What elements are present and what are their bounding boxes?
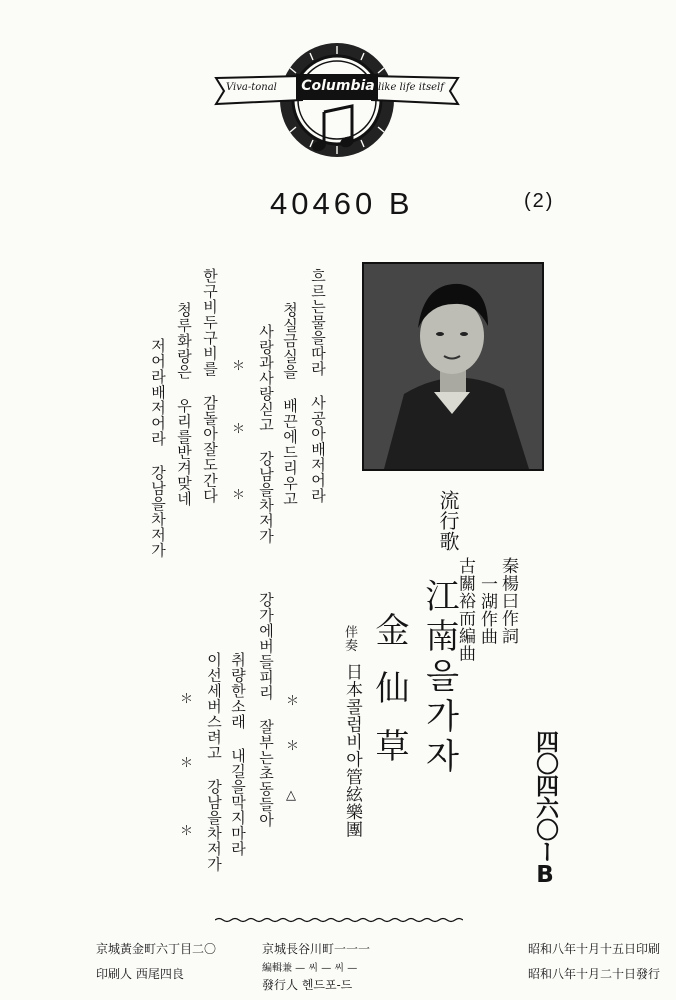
verse-mark: ＊ [180, 824, 194, 839]
logo-graphic [212, 40, 462, 160]
imprint-left [96, 940, 256, 982]
columbia-logo [212, 40, 462, 160]
composer-credit: 一湖作曲 [477, 575, 497, 645]
catalog-number-vertical: 四〇四六〇ーB [532, 730, 558, 887]
portrait-image [364, 264, 542, 469]
lyric-line: 한구비두구비를 감돌아잘도간다 [201, 268, 219, 504]
logo-brand: Columbia [301, 78, 375, 94]
lyric-line: 흐르는물을따라 사공아배저어라 [309, 268, 327, 504]
logo-right-tagline: like life itself [378, 82, 444, 93]
lyric-line: 청실금실을 배끈에드리우고 [281, 302, 299, 507]
genre-label: 流行歌 [436, 490, 460, 552]
imprint-right [420, 940, 660, 982]
wavy-divider [215, 917, 463, 923]
verse-mark: ＊ [180, 692, 194, 707]
imprint-editor: 編輯兼 — 씨 — 씨 — [262, 963, 358, 974]
lyric-line: 저어라배저어라 강남을차저가 [149, 338, 167, 558]
lyric-line: 강가에버들피리 잘부는초동들아 [257, 592, 275, 828]
verse-mark: ＊ [180, 756, 194, 771]
accompaniment-credit: 日本콜럼비아管絃樂團 [342, 663, 362, 838]
song-title: 江南을가자 [419, 578, 459, 778]
accompaniment-label: 伴奏 [342, 625, 357, 652]
verse-mark: ＊ [232, 488, 246, 503]
lyric-line: 사랑과사랑싣고 강남을차저가 [257, 324, 275, 544]
record-side: (2) [524, 190, 555, 212]
verse-mark: ＊ [232, 359, 246, 374]
arranger-credit: 古關裕而編曲 [455, 557, 475, 662]
singer-photo [362, 262, 544, 471]
lyric-line: 청루화랑은 우리를반겨맞네 [175, 302, 193, 507]
lyricist-credit: 秦楊曰作詞 [498, 557, 518, 645]
lyric-line: 이선세버스려고 강남을차저가 [205, 652, 223, 872]
imprint-middle [262, 940, 412, 993]
record-number: 40460 B [270, 186, 414, 221]
singer-name: 金仙草 [369, 612, 409, 786]
imprint-print-date: 昭和八年十月十五日印刷 [527, 942, 660, 956]
imprint-printer-address: 京城黃金町六丁目二〇 [96, 942, 217, 956]
verse-mark: ＊ [286, 694, 300, 709]
verse-mark: ＊ [286, 739, 300, 754]
imprint-address: 京城長谷川町一一一 [262, 942, 371, 956]
lyric-line: 취량한소래 내길을막지마라 [229, 652, 247, 857]
imprint-publish-date: 昭和八年十月二十日發行 [527, 967, 660, 981]
imprint-printer: 印刷人 西尾四良 [96, 967, 184, 981]
verse-mark: ＊ [232, 422, 246, 437]
verse-mark: △ [286, 788, 296, 803]
imprint-publisher: 發行人 헨드포-드 [262, 978, 353, 992]
logo-left-tagline: Viva-tonal [226, 82, 277, 93]
